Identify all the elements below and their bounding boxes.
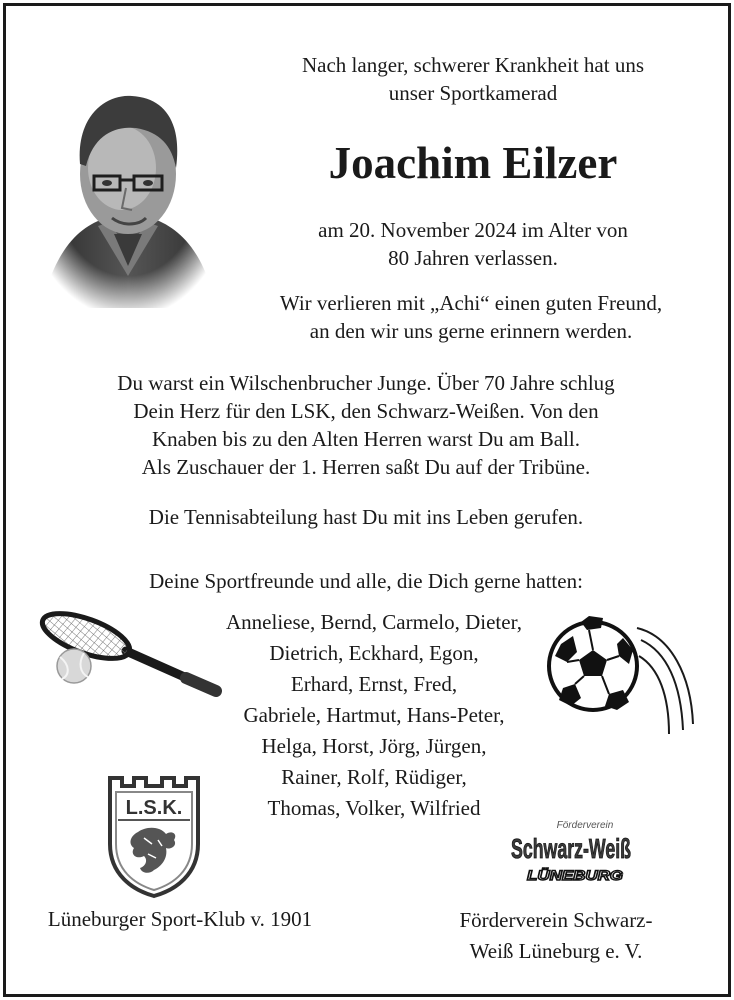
bio-line: Dein Herz für den LSK, den Schwarz-Weißen. Von den (133, 399, 599, 423)
date-text (238, 216, 708, 272)
fv-logo-main: Schwarz-Weiß (511, 833, 631, 864)
deceased-name: Joachim Eilzer (328, 138, 618, 188)
mourner-line: Rainer, Rolf, Rüdiger, (281, 765, 467, 789)
friend-line: an den wir uns gerne erinnern werden. (309, 319, 633, 343)
portrait-photo (36, 76, 220, 318)
intro-line: unser Sportkamerad (388, 81, 558, 105)
obituary-card (3, 3, 731, 997)
bio-line: Als Zuschauer der 1. Herren saßt Du auf der Tribüne. (141, 455, 591, 479)
fv-name-line: Weiß Lüneburg e. V. (469, 939, 643, 963)
mourner-names (174, 607, 574, 824)
foerderverein-logo (511, 814, 636, 894)
mourners-intro: Deine Sportfreunde und alle, die Dich gerne hatten: (149, 569, 583, 593)
friend-text (226, 289, 716, 345)
tennis-text: Die Tennisabteilung hast Du mit ins Leben gerufen. (148, 505, 584, 529)
bio-line: Du warst ein Wilschenbrucher Junge. Über 70 Jahre schlug (117, 371, 615, 395)
date-line: 80 Jahren verlassen. (388, 246, 558, 270)
date-line: am 20. November 2024 im Alter von (318, 218, 628, 242)
fv-logo-small: Förderverein (556, 820, 614, 831)
lsk-crest-logo (104, 774, 204, 899)
foerderverein-name (406, 905, 706, 967)
bio-line: Knaben bis zu den Alten Herren warst Du am Ball. (151, 427, 581, 451)
friend-line: Wir verlieren mit „Achi“ einen guten Freund, (279, 291, 663, 315)
lsk-crest-text: L.S.K. (125, 797, 183, 819)
intro-line: Nach langer, schwerer Krankheit hat uns (301, 53, 645, 77)
mourner-line: Thomas, Volker, Wilfried (267, 796, 481, 820)
intro-text (238, 51, 708, 107)
mourner-line: Erhard, Ernst, Fred, (290, 672, 458, 696)
mourner-line: Helga, Horst, Jörg, Jürgen, (261, 734, 487, 758)
mourner-line: Anneliese, Bernd, Carmelo, Dieter, (226, 610, 522, 634)
lsk-club-name: Lüneburger Sport-Klub v. 1901 (47, 907, 313, 931)
fv-logo-sub: LÜNEBURG (527, 867, 624, 883)
bio-text (26, 369, 706, 481)
mourner-line: Dietrich, Eckhard, Egon, (269, 641, 479, 665)
fv-name-line: Förderverein Schwarz- (459, 908, 653, 932)
mourner-line: Gabriele, Hartmut, Hans-Peter, (243, 703, 505, 727)
